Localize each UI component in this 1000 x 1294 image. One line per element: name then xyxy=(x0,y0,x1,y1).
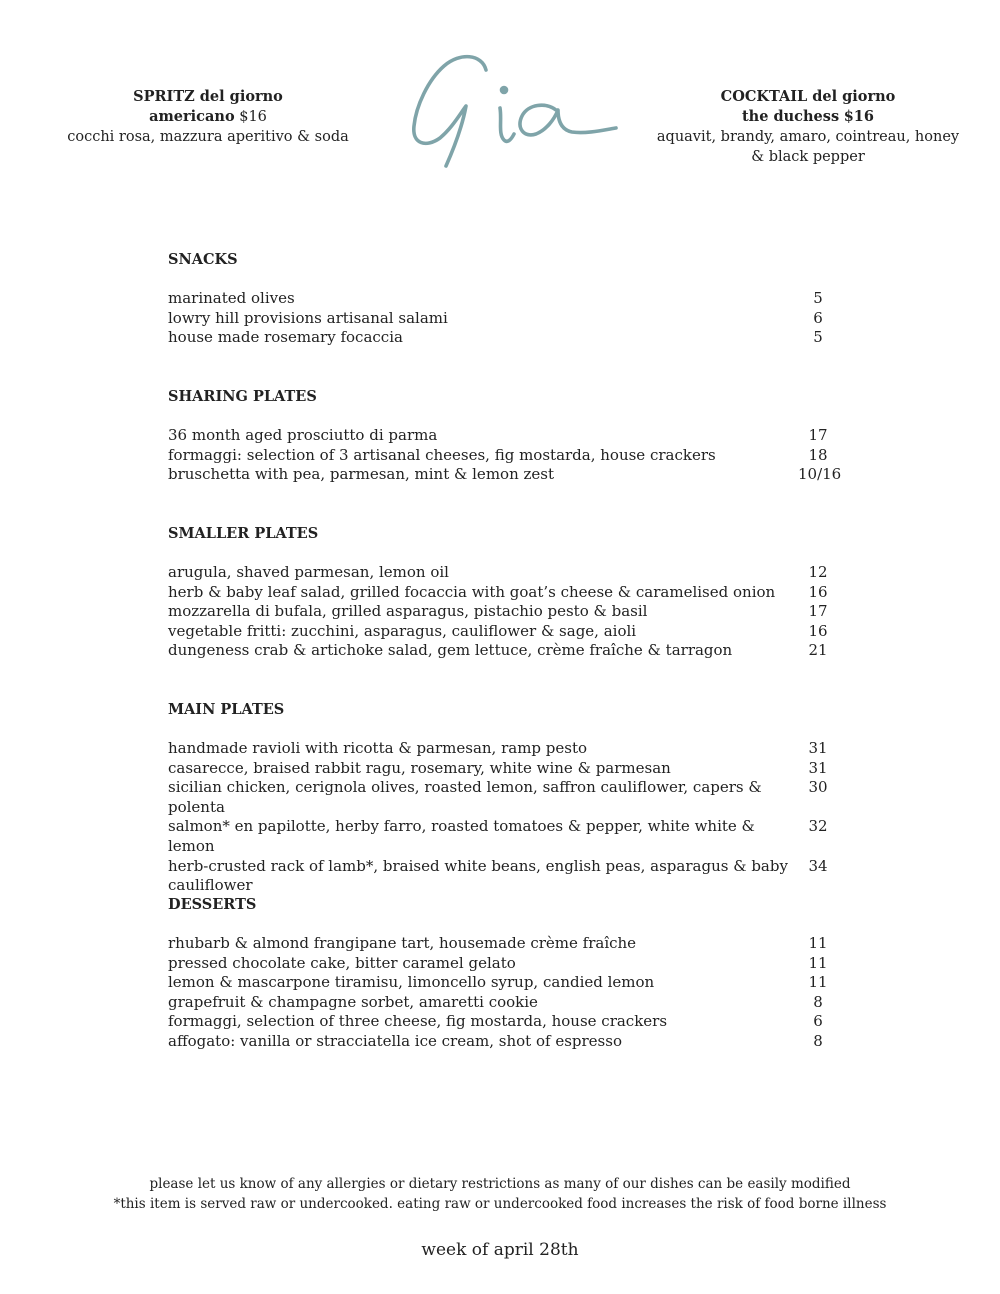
section-smaller-plates xyxy=(168,524,838,661)
week-label: week of april 28th xyxy=(421,1240,579,1260)
menu-item xyxy=(168,857,838,896)
item-name: arugula, shaved parmesan, lemon oil xyxy=(168,563,449,581)
menu-item xyxy=(168,622,838,642)
item-price: 18 xyxy=(808,445,828,464)
menu-item xyxy=(168,973,838,993)
item-name: vegetable fritti: zucchini, asparagus, cauliflower & sage, aioli xyxy=(168,621,637,640)
cocktail-title: COCKTAIL del giorno xyxy=(720,88,896,105)
logo-i-dot xyxy=(502,88,507,93)
menu-item xyxy=(168,465,842,485)
item-name: dungeness crab & artichoke salad, gem lettuce, crème fraîche & tarragon xyxy=(168,641,733,660)
menu-item xyxy=(168,641,838,661)
logo-strokes xyxy=(414,57,616,166)
menu-item xyxy=(168,993,838,1013)
item-price: 31 xyxy=(808,739,828,757)
menu-item xyxy=(168,934,838,954)
item-name: lemon & mascarpone tiramisu, limoncello syrup, candied lemon xyxy=(168,973,655,992)
item-name: marinated olives xyxy=(168,289,295,307)
item-price: 17 xyxy=(808,602,828,621)
section-title: DESSERTS xyxy=(168,896,257,913)
menu-item xyxy=(168,446,838,466)
item-name: house made rosemary focaccia xyxy=(168,328,403,347)
section-desserts xyxy=(168,895,838,1052)
item-price: 10/16 xyxy=(798,465,842,484)
item-name: 36 month aged prosciutto di parma xyxy=(168,426,438,444)
menu-item xyxy=(168,328,838,348)
item-name: herb-crusted rack of lamb*, braised white beans, english peas, asparagus & baby cauliflower xyxy=(168,856,788,895)
menu-item xyxy=(168,563,838,583)
menu-item xyxy=(168,309,838,329)
logo-letter-a xyxy=(520,105,616,135)
item-name: salmon* en papilotte, herby farro, roasted tomatoes & pepper, white white & lemon xyxy=(168,817,755,855)
item-price: 8 xyxy=(813,992,823,1011)
cocktail-header xyxy=(648,87,968,167)
item-price: 34 xyxy=(808,856,828,875)
cocktail-drink-name: the duchess xyxy=(741,108,840,125)
menu-item xyxy=(168,602,838,622)
footer-notes xyxy=(0,1175,1000,1214)
item-name: handmade ravioli with ricotta & parmesan, ramp pesto xyxy=(168,739,588,757)
item-price: 31 xyxy=(808,758,828,777)
item-price: 5 xyxy=(813,289,823,307)
item-name: bruschetta with pea, parmesan, mint & lemon zest xyxy=(168,465,555,484)
item-name: formaggi: selection of 3 artisanal cheeses, fig mostarda, house crackers xyxy=(168,445,716,464)
menu-item xyxy=(168,426,838,446)
item-price: 12 xyxy=(808,563,828,581)
item-name: rhubarb & almond frangipane tart, housemade crème fraîche xyxy=(168,934,637,952)
menu-item xyxy=(168,954,838,974)
menu-item xyxy=(168,1032,838,1052)
menu-item xyxy=(168,739,838,759)
menu-item xyxy=(168,759,838,779)
item-name: mozzarella di bufala, grilled asparagus, pistachio pesto & basil xyxy=(168,602,648,621)
spritz-drink-name: americano xyxy=(149,108,235,125)
item-name: casarecce, braised rabbit ragu, rosemary, white wine & parmesan xyxy=(168,758,671,777)
section-sharing-plates xyxy=(168,387,842,485)
menu-item xyxy=(168,817,838,856)
item-name: lowry hill provisions artisanal salami xyxy=(168,308,448,327)
section-main-plates xyxy=(168,700,838,896)
section-title: SHARING PLATES xyxy=(168,388,317,405)
item-price: 5 xyxy=(813,328,823,347)
raw-food-note: *this item is served raw or undercooked. eating raw or undercooked food increases the risk of food borne illness xyxy=(113,1195,887,1212)
item-price: 11 xyxy=(808,953,828,972)
item-name: pressed chocolate cake, bitter caramel gelato xyxy=(168,953,516,972)
menu-item xyxy=(168,1012,838,1032)
item-name: formaggi, selection of three cheese, fig mostarda, house crackers xyxy=(168,1012,668,1031)
cocktail-description-line1: aquavit, brandy, amaro, cointreau, honey xyxy=(656,129,960,145)
item-name: herb & baby leaf salad, grilled focaccia with goat’s cheese & caramelised onion xyxy=(168,582,776,601)
cocktail-drink xyxy=(648,107,968,127)
item-price: 11 xyxy=(808,973,828,992)
allergy-note: please let us know of any allergies or dietary restrictions as many of our dishes can be easily modified xyxy=(149,1176,851,1192)
item-price: 17 xyxy=(808,426,828,444)
section-title: SNACKS xyxy=(168,251,238,268)
item-name: sicilian chicken, cerignola olives, roasted lemon, saffron cauliflower, capers & polenta xyxy=(168,778,762,816)
item-price: 16 xyxy=(808,582,828,601)
item-price: 21 xyxy=(808,641,828,660)
item-price: 32 xyxy=(808,817,828,836)
cocktail-drink-price: $16 xyxy=(843,108,874,125)
spritz-drink-price: $16 xyxy=(239,109,267,125)
item-price: 16 xyxy=(808,621,828,640)
item-name: affogato: vanilla or stracciatella ice cream, shot of espresso xyxy=(168,1031,622,1050)
menu-item xyxy=(168,778,838,817)
spritz-header xyxy=(55,87,361,147)
spritz-title: SPRITZ del giorno xyxy=(133,88,283,105)
menu-item xyxy=(168,289,838,309)
gia-logo xyxy=(408,48,620,170)
logo-letter-g xyxy=(414,57,486,166)
item-price: 11 xyxy=(808,934,828,952)
item-price: 8 xyxy=(813,1031,823,1050)
cocktail-description-line2: & black pepper xyxy=(751,149,865,165)
menu-item xyxy=(168,583,838,603)
section-title: SMALLER PLATES xyxy=(168,525,319,542)
section-title: MAIN PLATES xyxy=(168,701,285,718)
logo-letter-i xyxy=(500,108,514,141)
spritz-drink xyxy=(55,107,361,127)
section-snacks xyxy=(168,250,838,348)
item-price: 6 xyxy=(813,1012,823,1031)
item-price: 30 xyxy=(808,778,828,797)
item-price: 6 xyxy=(813,308,823,327)
item-name: grapefruit & champagne sorbet, amaretti cookie xyxy=(168,992,538,1011)
spritz-description: cocchi rosa, mazzura aperitivo & soda xyxy=(67,129,349,145)
